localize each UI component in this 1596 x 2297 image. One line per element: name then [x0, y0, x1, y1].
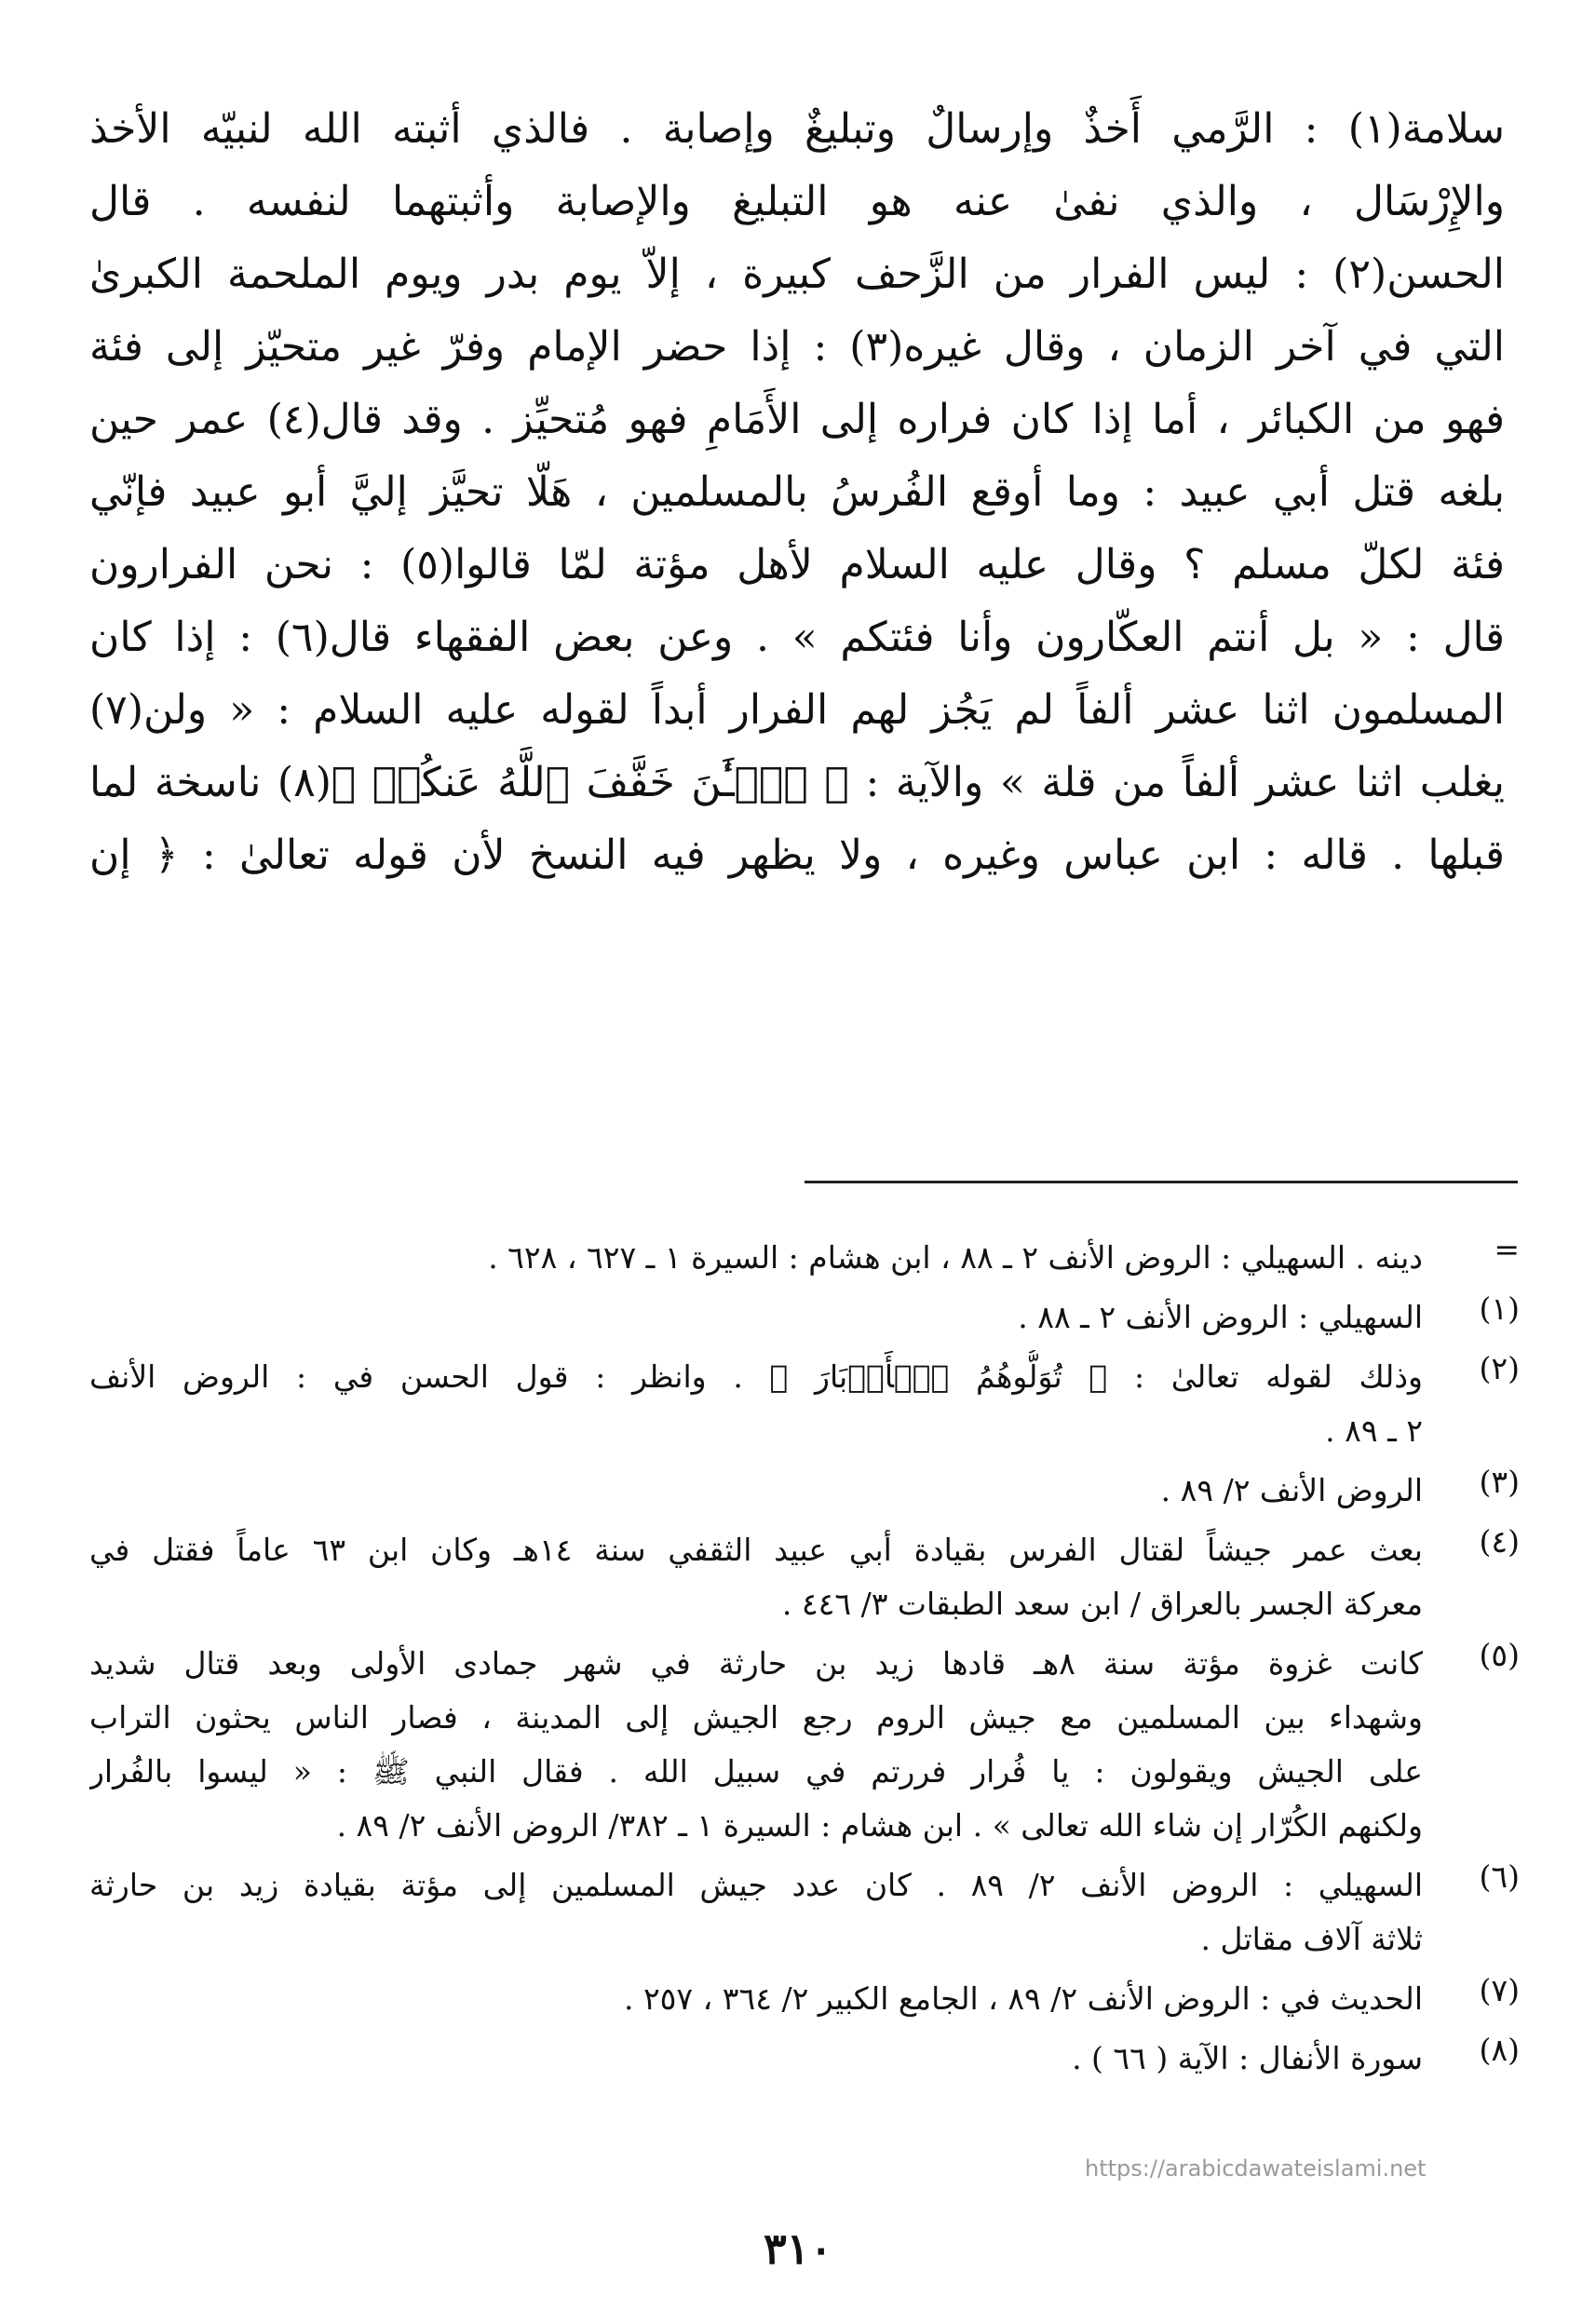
- text-line: فئة لكلّ مسلم ؟ وقال عليه السلام لأهل مؤتة لمّا قالوا(٥) : نحن الفرارون: [89, 541, 1505, 588]
- footnote-marker: (١): [1479, 1290, 1520, 1327]
- text-line: الحسن(٢) : ليس الفرار من الزَّحف كبيرة ، إلاّ يوم بدر ويوم الملحمة الكبرىٰ: [89, 250, 1505, 298]
- footnote-line: وذلك لقوله تعالىٰ : ﴿ تُوَلُّوهُمُ ٱلۡأَدۡبَارَ ﴾ . وانظر : قول الحسن في : الروض الأنف: [89, 1358, 1423, 1395]
- footnote-line: ٢ ـ ٨٩ .: [1325, 1412, 1423, 1449]
- footnote-line: دينه . السهيلي : الروض الأنف ٢ ـ ٨٨ ، ابن هشام : السيرة ١ ـ ٦٢٧ ، ٦٢٨ .: [488, 1239, 1423, 1276]
- footnote-2: [89, 1350, 1520, 1458]
- text-line: قبلها . قاله : ابن عباس وغيره ، ولا يظهر فيه النسخ لأن قوله تعالىٰ : ﴿ إن: [89, 831, 1505, 879]
- footnote-marker: (٥): [1479, 1637, 1520, 1673]
- footnote-marker: (٢): [1479, 1350, 1520, 1386]
- footnote-line: الحديث في : الروض الأنف ٢/ ٨٩ ، الجامع الكبير ٢/ ٣٦٤ ، ٢٥٧ .: [623, 1980, 1423, 2017]
- footnote-line: على الجيش ويقولون : يا فُرار فررتم في سبيل الله . فقال النبي ﷺ : « ليسوا بالفُرار: [89, 1753, 1423, 1790]
- footnote-1: [89, 1290, 1520, 1344]
- text-line: بلغه قتل أبي عبيد : وما أوقع الفُرسُ بالمسلمين ، هَلّا تحيَّز إليَّ أبو عبيد فإنّي: [89, 468, 1505, 516]
- footnote-7: [89, 1972, 1520, 2026]
- footnote-line: معركة الجسر بالعراق / ابن سعد الطبقات ٣/ ٤٤٦ .: [781, 1586, 1423, 1622]
- footnote-line: ثلاثة آلاف مقاتل .: [1200, 1921, 1423, 1957]
- main-text-body: [89, 93, 1505, 892]
- footnote-divider: [805, 1181, 1518, 1183]
- footnotes: [89, 1231, 1520, 2091]
- footnote-marker: =: [1494, 1231, 1520, 1267]
- footnote-marker: (٨): [1479, 2032, 1520, 2068]
- text-line: المسلمون اثنا عشر ألفاً لم يَجُز لهم الفرار أبداً لقوله عليه السلام : « ولن(٧): [89, 686, 1505, 734]
- footnote-4: [89, 1523, 1520, 1631]
- footnote-line: السهيلي : الروض الأنف ٢ ـ ٨٨ .: [1018, 1299, 1423, 1335]
- footnote-marker: (٣): [1479, 1464, 1520, 1500]
- footnote-6: [89, 1858, 1520, 1966]
- text-line: قال : « بل أنتم العكّارون وأنا فئتكم » . وعن بعض الفقهاء قال(٦) : إذا كان: [89, 614, 1505, 661]
- footnote-line: كانت غزوة مؤتة سنة ٨هـ قادها زيد بن حارثة في شهر جمادى الأولى وبعد قتال شديد: [89, 1645, 1423, 1682]
- footnote-continuation: [89, 1231, 1520, 1285]
- footnote-marker: (٤): [1479, 1523, 1520, 1560]
- text-line: التي في آخر الزمان ، وقال غيره(٣) : إذا حضر الإمام وفرّ غير متحيّز إلى فئة: [89, 323, 1505, 371]
- text-line: فهو من الكبائر ، أما إذا كان فراره إلى الأَمَامِ فهو مُتحيِّز . وقد قال(٤) عمر حين: [89, 396, 1505, 443]
- footnote-3: [89, 1464, 1520, 1518]
- footnote-marker: (٧): [1479, 1972, 1520, 2008]
- footnote-line: سورة الأنفال : الآية ( ٦٦ ) .: [1072, 2040, 1423, 2076]
- text-line: سلامة(١) : الرَّمي أَخذٌ وإرسالٌ وتبليغٌ وإصابة . فالذي أثبته الله لنبيّه الأخذ: [89, 105, 1505, 153]
- text-line: يغلب اثنا عشر ألفاً من قلة » والآية : ﴿ ٱلۡـَٰٔنَ خَفَّفَ ٱللَّهُ عَنكُمۡ ﴾(٨) ناسخة لما: [89, 759, 1505, 806]
- footnote-line: الروض الأنف ٢/ ٨٩ .: [1160, 1472, 1423, 1508]
- footnote-marker: (٦): [1479, 1858, 1520, 1895]
- page-number: ٣١٠: [763, 2223, 833, 2274]
- footnote-line: بعث عمر جيشاً لقتال الفرس بقيادة أبي عبيد الثقفي سنة ١٤هـ وكان ابن ٦٣ عاماً فقتل في: [89, 1532, 1423, 1568]
- footnote-8: [89, 2032, 1520, 2086]
- footnote-line: وشهداء بين المسلمين مع جيش الروم رجع الجيش إلى المدينة ، فصار الناس يحثون التراب: [89, 1699, 1423, 1736]
- watermark-url: https://arabicdawateislami.net: [1085, 2155, 1427, 2182]
- footnote-line: ولكنهم الكُرّار إن شاء الله تعالى » . ابن هشام : السيرة ١ ـ ٣٨٢/ الروض الأنف ٢/ ٨٩ .: [336, 1807, 1423, 1844]
- footnote-5: [89, 1637, 1520, 1853]
- footnote-line: السهيلي : الروض الأنف ٢/ ٨٩ . كان عدد جيش المسلمين إلى مؤتة بقيادة زيد بن حارثة: [89, 1867, 1423, 1903]
- text-line: والإِرْسَال ، والذي نفىٰ عنه هو التبليغ والإصابة وأثبتهما لنفسه . قال: [89, 178, 1505, 225]
